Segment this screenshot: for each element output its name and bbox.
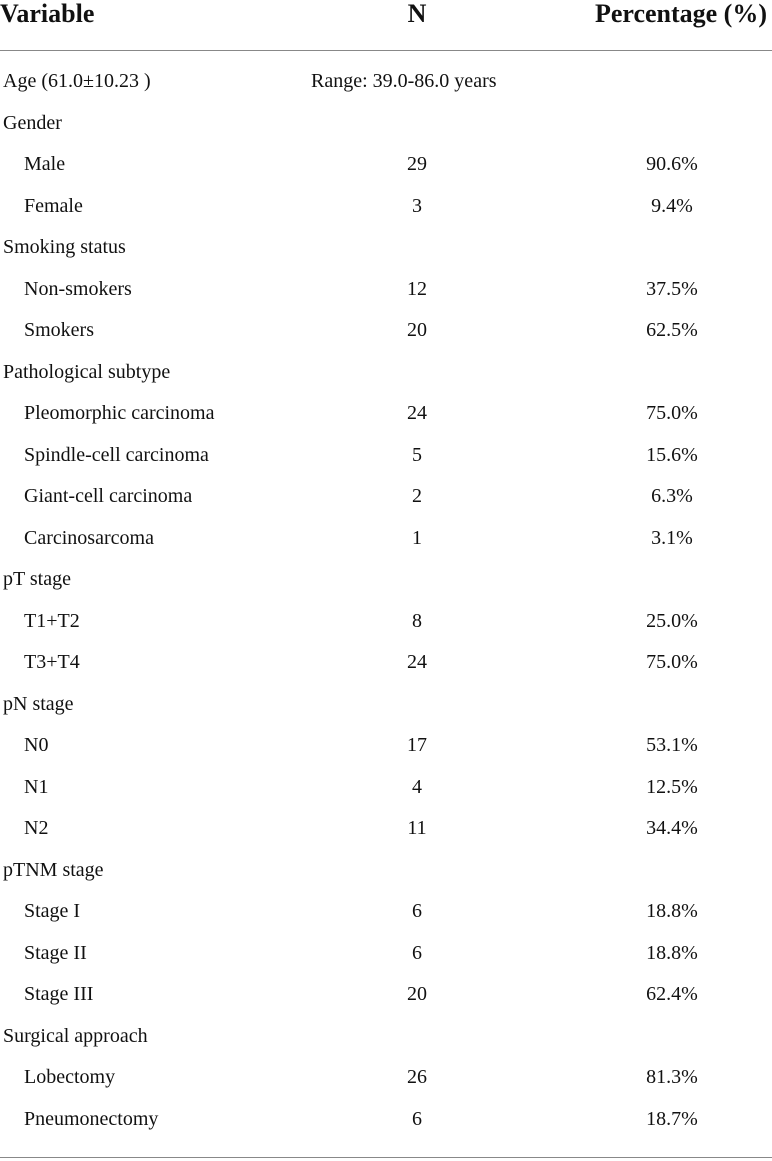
variable-cell: Non-smokers <box>24 277 132 300</box>
table-row <box>0 517 772 559</box>
percentage-cell: 18.8% <box>646 900 698 922</box>
variable-cell: N1 <box>24 775 49 798</box>
table-row <box>0 766 772 808</box>
percentage-cell: 9.4% <box>651 194 693 217</box>
group-row <box>0 1015 772 1057</box>
variable-cell: Giant-cell carcinoma <box>24 485 193 507</box>
table-row <box>0 1056 772 1098</box>
group-row <box>0 683 772 725</box>
percentage-cell: 3.1% <box>651 526 693 549</box>
variable-cell: Smokers <box>24 319 94 341</box>
table-row <box>0 973 772 1015</box>
n-cell: 8 <box>412 609 422 632</box>
table-row <box>0 724 772 766</box>
table-row <box>0 1098 772 1140</box>
n-cell: 1 <box>412 526 422 549</box>
bottom-rule <box>0 1157 772 1158</box>
percentage-cell: 18.7% <box>646 1107 698 1130</box>
percentage-cell: 90.6% <box>646 153 698 175</box>
range-cell: Range: 39.0-86.0 years <box>311 70 497 92</box>
variable-cell: Stage II <box>24 941 87 964</box>
variable-cell: Stage I <box>24 900 81 922</box>
percentage-cell: 62.5% <box>646 319 698 341</box>
variable-cell: Carcinosarcoma <box>24 526 154 549</box>
n-cell: 3 <box>412 194 422 217</box>
header-percentage: Percentage (%) <box>594 0 767 28</box>
variable-cell: Spindle-cell carcinoma <box>24 443 209 466</box>
n-cell: 5 <box>412 443 422 466</box>
n-cell: 4 <box>412 775 422 798</box>
variable-cell: Lobectomy <box>24 1066 116 1088</box>
header-variable: Variable <box>0 0 95 28</box>
table-row <box>0 185 772 227</box>
n-cell: 24 <box>407 651 427 673</box>
table-row <box>0 600 772 642</box>
variable-cell: Surgical approach <box>3 1024 148 1047</box>
table-row <box>0 890 772 932</box>
variable-cell: Age (61.0±10.23 ) <box>3 70 151 92</box>
group-row <box>0 226 772 268</box>
table-row <box>0 475 772 517</box>
percentage-cell: 75.0% <box>646 651 698 673</box>
n-cell: 6 <box>412 1107 422 1130</box>
variable-cell: N2 <box>24 817 49 839</box>
variable-cell: Pathological subtype <box>3 360 171 383</box>
percentage-cell: 15.6% <box>646 443 698 466</box>
percentage-cell: 12.5% <box>646 775 698 798</box>
group-row <box>0 849 772 891</box>
percentage-cell: 18.8% <box>646 941 698 964</box>
percentage-cell: 75.0% <box>646 402 698 424</box>
table-row <box>0 932 772 974</box>
percentage-cell: 53.1% <box>646 734 698 756</box>
n-cell: 6 <box>412 900 422 922</box>
group-row <box>0 351 772 393</box>
table-row <box>0 60 772 102</box>
table-row <box>0 143 772 185</box>
n-cell: 12 <box>407 277 427 300</box>
group-row <box>0 102 772 144</box>
variable-cell: Gender <box>3 111 62 134</box>
n-cell: 29 <box>407 153 427 175</box>
header-n: N <box>407 0 427 28</box>
percentage-cell: 37.5% <box>646 277 698 300</box>
percentage-cell: 6.3% <box>651 485 693 507</box>
table-row <box>0 434 772 476</box>
variable-cell: Smoking status <box>3 236 126 258</box>
variable-cell: pTNM stage <box>3 858 104 881</box>
table-row <box>0 392 772 434</box>
table-row <box>0 641 772 683</box>
n-cell: 26 <box>407 1066 427 1088</box>
n-cell: 17 <box>407 734 427 756</box>
percentage-cell: 25.0% <box>646 609 698 632</box>
table-row <box>0 268 772 310</box>
group-row <box>0 558 772 600</box>
table-header <box>0 0 772 50</box>
variable-cell: pT stage <box>3 568 71 590</box>
variable-cell: Male <box>24 153 66 175</box>
variable-cell: pN stage <box>3 692 74 715</box>
n-cell: 6 <box>412 941 422 964</box>
variable-cell: N0 <box>24 734 49 756</box>
percentage-cell: 34.4% <box>646 817 698 839</box>
variable-cell: T3+T4 <box>24 651 80 673</box>
header-rule <box>0 50 772 51</box>
n-cell: 11 <box>407 817 427 839</box>
variable-cell: Pneumonectomy <box>24 1107 159 1130</box>
variable-cell: Pleomorphic carcinoma <box>24 402 215 424</box>
n-cell: 2 <box>412 485 422 507</box>
percentage-cell: 62.4% <box>646 983 698 1005</box>
n-cell: 20 <box>407 319 427 341</box>
variable-cell: Stage III <box>24 983 94 1005</box>
table-row <box>0 309 772 351</box>
table-row <box>0 807 772 849</box>
n-cell: 24 <box>407 402 427 424</box>
n-cell: 20 <box>407 983 427 1005</box>
variable-cell: T1+T2 <box>24 609 80 632</box>
percentage-cell: 81.3% <box>646 1066 698 1088</box>
variable-cell: Female <box>24 194 83 217</box>
